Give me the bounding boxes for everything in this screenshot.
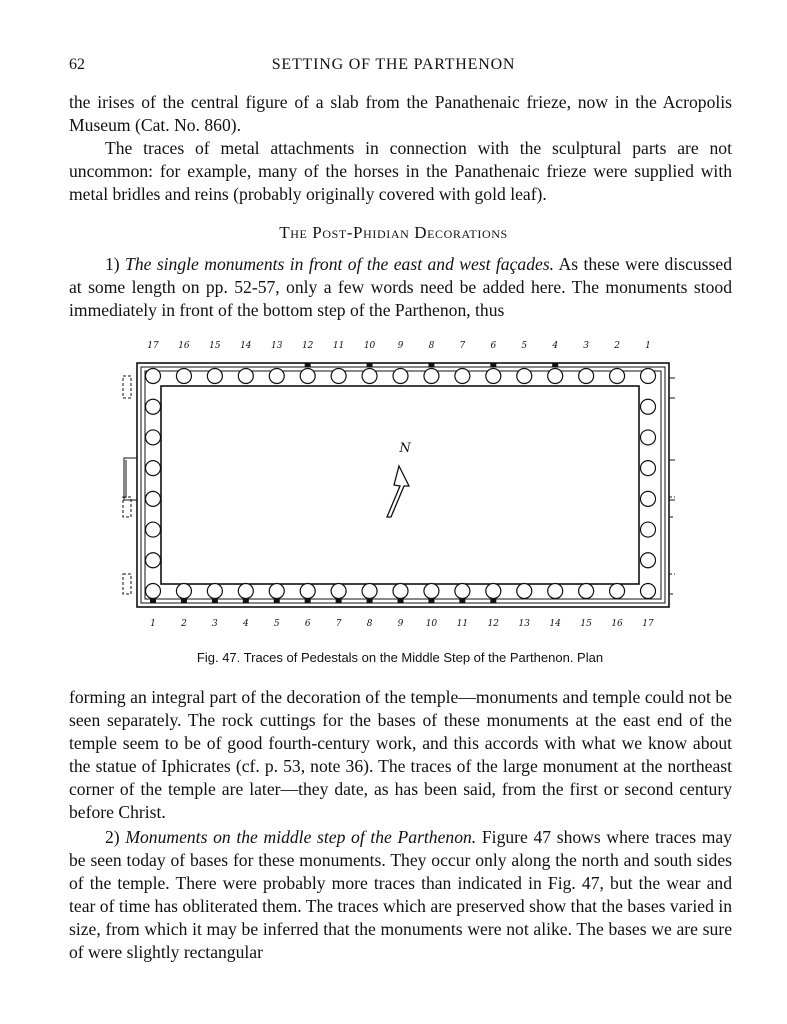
column-south [455,584,470,599]
column-south [362,584,377,599]
item-2-paragraph [69,826,732,964]
stylobate-outline [145,371,661,599]
pedestal-trace-south [459,599,465,603]
top-number-label: 5 [521,341,528,351]
side-columns [146,363,656,603]
north-arrow-icon [387,466,409,517]
section-heading: The Post-Phidian Decorations [279,223,508,242]
column-south [238,584,253,599]
column-east [641,522,656,537]
column-north [331,369,346,384]
running-title: SETTING OF THE PARTHENON [271,56,516,73]
column-north [269,369,284,384]
item-2-number: 2) [105,827,120,847]
column-south [269,584,284,599]
bottom-number-label: 8 [366,619,373,629]
figure-caption: Fig. 47. Traces of Pedestals on the Middle Step of the Parthenon. Plan [196,650,604,665]
pedestal-trace-south [274,599,280,603]
bottom-number-label: 9 [397,619,404,629]
column-south [486,584,501,599]
pedestal-trace-south [398,599,404,603]
item-1-paragraph [69,253,732,322]
column-north [517,369,532,384]
pedestal-trace-north [428,363,434,367]
column-north [300,369,315,384]
top-number-label: 11 [332,341,345,351]
top-number-row [147,341,651,351]
column-west [146,491,161,506]
bottom-number-label: 10 [425,619,438,629]
bottom-number-label: 4 [242,619,249,629]
item-2-body: Figure 47 shows where traces may be seen today of bases for these monuments. They occur only along the north and south sides of the temple. There were probably more traces than indicated in Fig. 47, but the wear and tear of time has obliterated them. The traces which are preserved show that the bases varied in size, from which it may be inferred that the monuments were not alike. The bases we are sure of were slightly rectangular [69,827,733,962]
pedestal-trace-south [428,599,434,603]
top-number-label: 9 [397,341,404,351]
column-west [146,430,161,445]
column-south [331,584,346,599]
column-east [641,399,656,414]
column-north [176,369,191,384]
column-north [455,369,470,384]
paragraph-after-figure-block [69,686,732,824]
pedestal-trace-south [150,599,156,603]
cella-outline [161,386,639,584]
top-number-label: 10 [363,341,376,351]
column-north [424,369,439,384]
column-south [610,584,625,599]
pedestal-trace-south [181,599,187,603]
paragraph-2: The traces of metal attachments in connection with the sculptural parts are not uncommon: for example, many of the horses in the Panathenaic frieze were supplied with metal bridles and reins (probably originally covered with gold leaf). [69,138,732,204]
pedestal-trace-south [212,599,218,603]
pedestal-trace-south [490,599,496,603]
top-number-label: 1 [645,341,651,351]
bottom-number-label: 6 [304,619,311,629]
item-1-title: The single monuments in front of the east and west façades. [125,254,555,274]
pedestal-trace-south [243,599,249,603]
column-north [641,369,656,384]
column-south [300,584,315,599]
bottom-number-label: 1 [150,619,156,629]
paragraph-after-figure: forming an integral part of the decoration of the temple—monuments and temple could not be seen separately. The rock cuttings for the bases of these monuments at the east end of the temple seem to be of good fourth-century work, and this accords with what we know about the statue of Iphicrates (cf. p. 53, note 36). The traces of the large monument at the northeast corner of the temple are later—they date, as has been said, from the first or second century before Christ. [69,687,732,822]
outer-step-outline [137,363,669,607]
column-south [424,584,439,599]
top-number-label: 13 [271,341,283,351]
top-number-label: 12 [301,341,314,351]
east-end-monument [669,378,675,500]
column-south [641,584,656,599]
column-east [641,553,656,568]
top-number-label: 3 [583,341,589,351]
item-2-title: Monuments on the middle step of the Parthenon. [125,827,477,847]
column-west [146,553,161,568]
pedestal-trace-north [490,363,496,367]
bottom-number-label: 7 [335,619,342,629]
bottom-number-label: 15 [580,619,592,629]
item-1-body: As these were discussed at some length on pp. 52-57, only a few words need be added here. The monuments stood immediately in front of the bottom step of the Parthenon, thus [69,254,732,320]
pedestal-trace-north [305,363,311,367]
bottom-number-label: 3 [212,619,218,629]
bottom-number-label: 13 [518,619,530,629]
top-number-label: 6 [490,341,497,351]
column-west [146,399,161,414]
column-north [579,369,594,384]
column-south [517,584,532,599]
top-number-label: 8 [428,341,435,351]
pedestal-trace-south [336,599,342,603]
north-label: N [399,441,411,456]
column-west [146,461,161,476]
column-south [548,584,563,599]
column-north [393,369,408,384]
column-south [393,584,408,599]
pedestal-trace-north [552,363,558,367]
bottom-number-label: 5 [273,619,280,629]
column-north [548,369,563,384]
column-north [486,369,501,384]
bottom-number-row [150,619,654,629]
item-1-number: 1) [105,254,120,274]
column-north [610,369,625,384]
pedestal-trace-north [367,363,373,367]
top-number-label: 14 [240,341,252,351]
figure-47-plan [115,334,675,634]
bottom-number-label: 2 [181,619,187,629]
column-south [176,584,191,599]
pedestal-trace-south [305,599,311,603]
west-end-monument [124,458,137,500]
top-number-label: 16 [178,341,190,351]
bottom-number-label: 14 [549,619,561,629]
column-north [146,369,161,384]
bottom-number-label: 16 [611,619,623,629]
top-number-label: 7 [459,341,466,351]
column-north [362,369,377,384]
paragraph-1: the irises of the central figure of a slab from the Panathenaic frieze, now in the Acropolis Museum (Cat. No. 860). [69,92,732,135]
top-number-label: 15 [209,341,221,351]
top-number-label: 17 [147,341,159,351]
column-north [238,369,253,384]
pedestal-trace-south [367,599,373,603]
column-east [641,430,656,445]
top-number-label: 4 [552,341,559,351]
column-east [641,461,656,476]
column-east [641,491,656,506]
column-west [146,522,161,537]
bottom-number-label: 12 [487,619,500,629]
column-south [579,584,594,599]
column-south [207,584,222,599]
column-north [207,369,222,384]
middle-step-outline [141,367,665,603]
column-south [146,584,161,599]
top-number-label: 2 [614,341,620,351]
east-end-pedestals [669,497,675,594]
page-number: 62 [69,56,85,73]
bottom-number-label: 17 [642,619,654,629]
paragraph-continued [69,91,732,206]
bottom-number-label: 11 [456,619,469,629]
